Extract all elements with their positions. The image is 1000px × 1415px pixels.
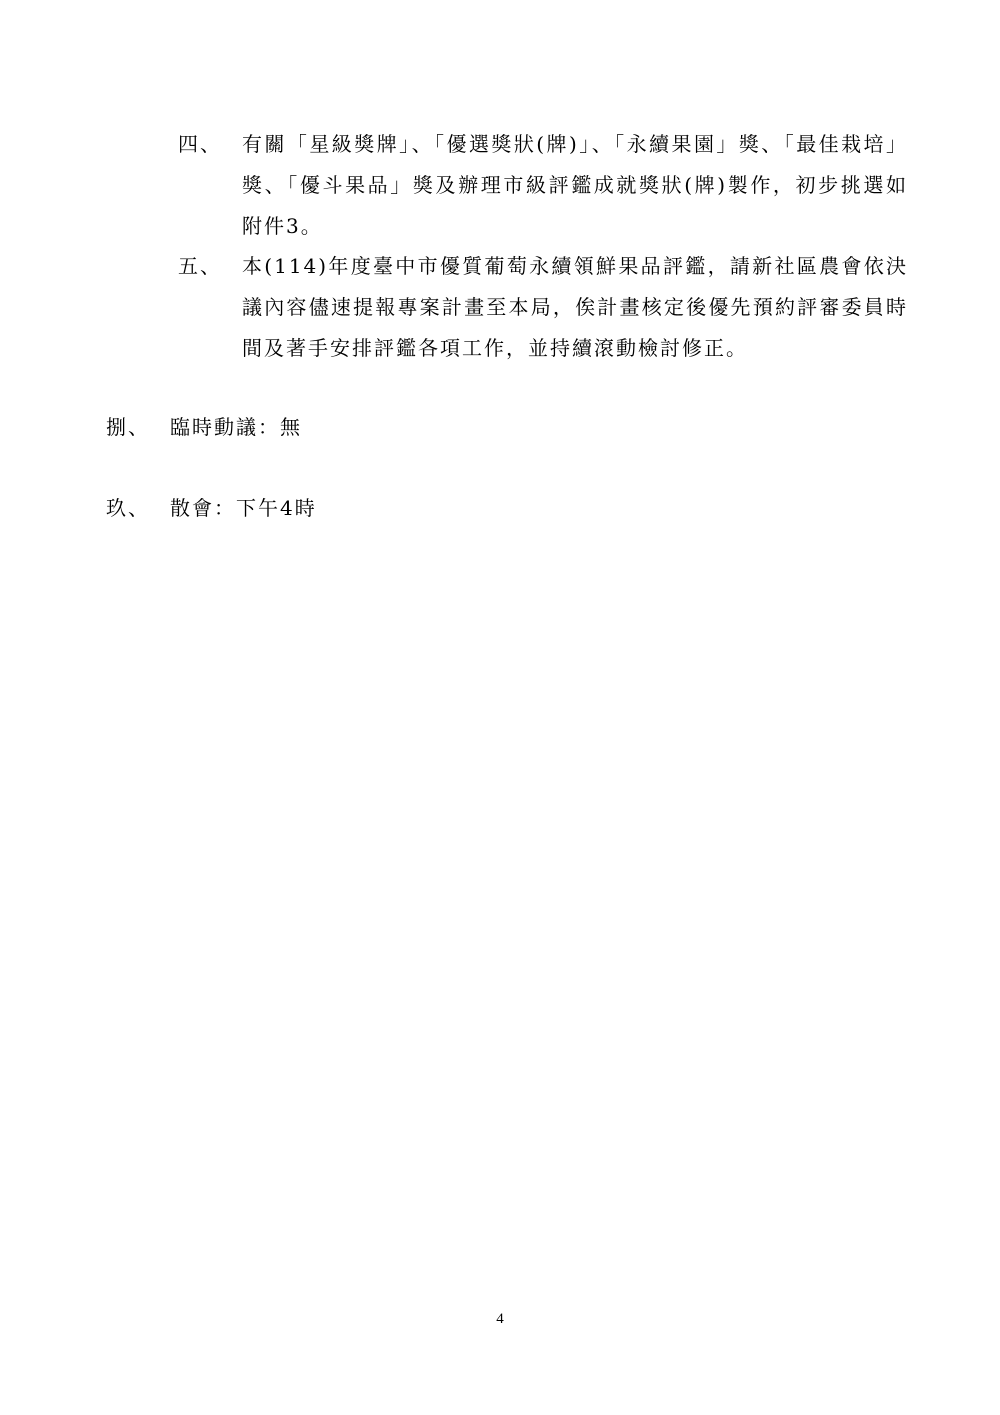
section-number: 捌、 (106, 415, 150, 439)
item-number: 四、 (178, 132, 222, 156)
section-text: 臨時動議：無 (170, 415, 302, 439)
page-number: 4 (496, 1311, 504, 1327)
section-extempore-motion (106, 412, 302, 442)
item-text: 本(114)年度臺中市優質葡萄永續領鮮果品評鑑，請新社區農會依決議內容儘速提報專案計畫至本局，俟計畫核定後優先預約評審委員時間及著手安排評鑑各項工作，並持續滾動檢討修正。 (242, 254, 908, 360)
section-number: 玖、 (106, 496, 150, 520)
item-text: 有關「星級獎牌」、「優選獎狀(牌)」、「永續果園」獎、「最佳栽培」獎、「優斗果品」獎及辦理市級評鑑成就獎狀(牌)製作，初步挑選如附件3。 (242, 132, 908, 238)
agenda-item-5 (178, 246, 908, 369)
section-adjournment (106, 493, 317, 523)
item-number: 五、 (178, 254, 222, 278)
section-text: 散會：下午4時 (170, 496, 317, 520)
agenda-item-4 (178, 124, 908, 247)
